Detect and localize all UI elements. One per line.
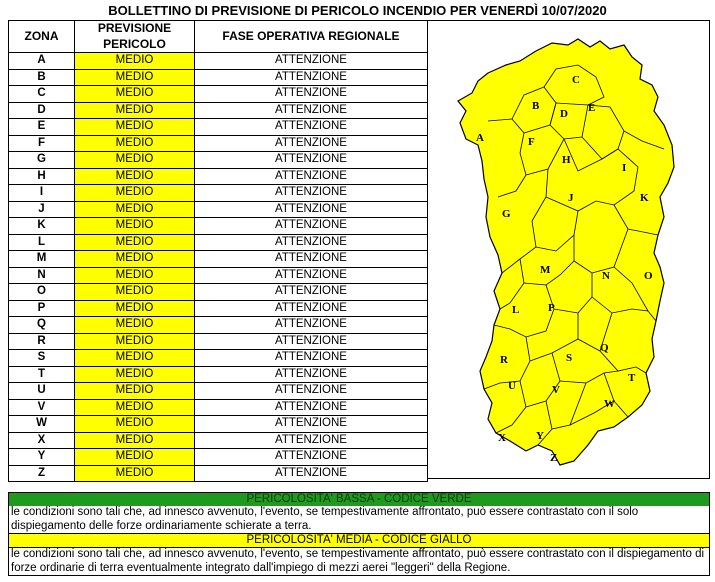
legend-bassa-title: PERICOLOSITA' BASSA - CODICE VERDE <box>9 493 709 506</box>
map-zone-label: W <box>604 398 615 410</box>
sardinia-zone-map <box>428 21 710 480</box>
table-row <box>9 416 428 433</box>
zone-cell: X <box>9 432 75 449</box>
table-row <box>9 284 428 301</box>
zone-cell: T <box>9 366 75 383</box>
zone-cell: W <box>9 416 75 433</box>
table-row <box>9 449 428 466</box>
risk-cell: MEDIO <box>75 102 195 119</box>
map-zone-label: D <box>560 108 568 120</box>
zone-cell: P <box>9 300 75 317</box>
table-row <box>9 119 428 136</box>
zone-cell: Q <box>9 317 75 334</box>
zone-cell: Y <box>9 449 75 466</box>
table-row <box>9 317 428 334</box>
zone-cell: O <box>9 284 75 301</box>
map-zone-label: P <box>548 302 555 314</box>
table-row <box>9 267 428 284</box>
map-zone-label: N <box>602 270 610 282</box>
map-zone-label: X <box>498 432 506 444</box>
risk-cell: MEDIO <box>75 119 195 136</box>
risk-cell: MEDIO <box>75 350 195 367</box>
zone-cell: I <box>9 185 75 202</box>
map-zone-label: R <box>500 354 508 366</box>
table-row <box>9 218 428 235</box>
header-fase: FASE OPERATIVA REGIONALE <box>195 21 428 53</box>
fase-cell: ATTENZIONE <box>195 383 428 400</box>
map-zone-label: O <box>644 270 653 282</box>
zone-cell: D <box>9 102 75 119</box>
map-zone-label: A <box>476 132 484 144</box>
map-zone-label: K <box>640 192 649 204</box>
risk-cell: MEDIO <box>75 201 195 218</box>
zone-cell: S <box>9 350 75 367</box>
legend-media-title: PERICOLOSITA' MEDIA - CODICE GIALLO <box>9 533 709 548</box>
fase-cell: ATTENZIONE <box>195 366 428 383</box>
map-zone-label: F <box>528 136 535 148</box>
map-zone-label: S <box>566 352 573 364</box>
fase-cell: ATTENZIONE <box>195 449 428 466</box>
zone-cell: L <box>9 234 75 251</box>
table-row <box>9 366 428 383</box>
fase-cell: ATTENZIONE <box>195 218 428 235</box>
fase-cell: ATTENZIONE <box>195 317 428 334</box>
fase-cell: ATTENZIONE <box>195 201 428 218</box>
legend-media-text: le condizioni sono tali che, ad innesco avvenuto, l'evento, se tempestivamente affrontato, può essere contrastato con il dispiegamento di forze ordinarie di terra eventualmente integrato dall'impiego di mezzi aerei "leggeri" della Regione. <box>11 548 705 574</box>
legend-bassa-text: le condizioni sono tali che, ad innesco avvenuto, l'evento, se tempestivamente affrontato, può essere contrastato con il solo dispiegamento delle forze ordinariamente schierate a terra. <box>11 506 639 532</box>
fase-cell: ATTENZIONE <box>195 102 428 119</box>
zone-forecast-table <box>8 20 428 482</box>
risk-cell: MEDIO <box>75 465 195 482</box>
table-row <box>9 53 428 70</box>
map-zone-label: U <box>508 380 516 392</box>
risk-cell: MEDIO <box>75 333 195 350</box>
risk-cell: MEDIO <box>75 416 195 433</box>
fase-cell: ATTENZIONE <box>195 432 428 449</box>
zone-cell: C <box>9 86 75 103</box>
risk-cell: MEDIO <box>75 251 195 268</box>
fase-cell: ATTENZIONE <box>195 135 428 152</box>
table-row <box>9 333 428 350</box>
zone-cell: Z <box>9 465 75 482</box>
sardinia-map-panel <box>428 20 710 479</box>
zone-cell: M <box>9 251 75 268</box>
table-row <box>9 86 428 103</box>
table-row <box>9 251 428 268</box>
table-row <box>9 234 428 251</box>
fase-cell: ATTENZIONE <box>195 333 428 350</box>
risk-cell: MEDIO <box>75 267 195 284</box>
table-row <box>9 69 428 86</box>
table-row <box>9 152 428 169</box>
fase-cell: ATTENZIONE <box>195 53 428 70</box>
risk-cell: MEDIO <box>75 69 195 86</box>
fase-cell: ATTENZIONE <box>195 251 428 268</box>
zone-cell: N <box>9 267 75 284</box>
zone-cell: H <box>9 168 75 185</box>
table-row <box>9 201 428 218</box>
map-zone-label: B <box>532 100 540 112</box>
header-pericolo: PERICOLO <box>75 37 195 53</box>
zone-cell: E <box>9 119 75 136</box>
risk-cell: MEDIO <box>75 135 195 152</box>
map-zone-label: G <box>502 208 511 220</box>
header-zona: ZONA <box>9 21 75 53</box>
zone-cell: R <box>9 333 75 350</box>
risk-cell: MEDIO <box>75 449 195 466</box>
map-zone-label: H <box>562 154 571 166</box>
fase-cell: ATTENZIONE <box>195 119 428 136</box>
zone-cell: B <box>9 69 75 86</box>
map-zone-label: J <box>568 192 574 204</box>
risk-cell: MEDIO <box>75 366 195 383</box>
sardinia-island-shape <box>458 39 674 465</box>
risk-cell: MEDIO <box>75 284 195 301</box>
map-zone-label: Y <box>536 430 544 442</box>
map-zone-label: M <box>540 264 551 276</box>
map-zone-label: I <box>622 162 627 174</box>
zone-cell: K <box>9 218 75 235</box>
table-row <box>9 399 428 416</box>
fase-cell: ATTENZIONE <box>195 350 428 367</box>
map-zone-label: V <box>552 384 560 396</box>
fase-cell: ATTENZIONE <box>195 168 428 185</box>
map-zone-label: Q <box>600 342 609 354</box>
risk-cell: MEDIO <box>75 185 195 202</box>
fase-cell: ATTENZIONE <box>195 86 428 103</box>
fase-cell: ATTENZIONE <box>195 185 428 202</box>
table-row <box>9 185 428 202</box>
risk-cell: MEDIO <box>75 168 195 185</box>
bulletin-title: BOLLETTINO DI PREVISIONE DI PERICOLO INCENDIO PER VENERDÌ 10/07/2020 <box>108 3 607 18</box>
table-row <box>9 465 428 482</box>
map-zone-label: E <box>588 102 596 114</box>
legend-box <box>8 492 710 576</box>
fase-cell: ATTENZIONE <box>195 284 428 301</box>
risk-cell: MEDIO <box>75 53 195 70</box>
risk-cell: MEDIO <box>75 152 195 169</box>
table-row <box>9 432 428 449</box>
risk-cell: MEDIO <box>75 432 195 449</box>
fase-cell: ATTENZIONE <box>195 300 428 317</box>
fase-cell: ATTENZIONE <box>195 69 428 86</box>
zone-cell: A <box>9 53 75 70</box>
map-zone-label: T <box>628 372 636 384</box>
map-zone-label: Z <box>550 452 558 464</box>
risk-cell: MEDIO <box>75 86 195 103</box>
fase-cell: ATTENZIONE <box>195 152 428 169</box>
zone-cell: F <box>9 135 75 152</box>
zone-cell: G <box>9 152 75 169</box>
header-previsione: PREVISIONE <box>75 21 195 37</box>
zone-cell: V <box>9 399 75 416</box>
risk-cell: MEDIO <box>75 383 195 400</box>
table-row <box>9 135 428 152</box>
risk-cell: MEDIO <box>75 317 195 334</box>
table-row <box>9 102 428 119</box>
table-row <box>9 168 428 185</box>
map-zone-label: L <box>512 304 520 316</box>
table-row <box>9 383 428 400</box>
fase-cell: ATTENZIONE <box>195 465 428 482</box>
zone-cell: U <box>9 383 75 400</box>
fase-cell: ATTENZIONE <box>195 399 428 416</box>
risk-cell: MEDIO <box>75 399 195 416</box>
table-row <box>9 300 428 317</box>
zone-cell: J <box>9 201 75 218</box>
risk-cell: MEDIO <box>75 300 195 317</box>
fase-cell: ATTENZIONE <box>195 234 428 251</box>
map-zone-label: C <box>572 74 580 86</box>
fase-cell: ATTENZIONE <box>195 416 428 433</box>
fase-cell: ATTENZIONE <box>195 267 428 284</box>
risk-cell: MEDIO <box>75 234 195 251</box>
table-row <box>9 350 428 367</box>
risk-cell: MEDIO <box>75 218 195 235</box>
